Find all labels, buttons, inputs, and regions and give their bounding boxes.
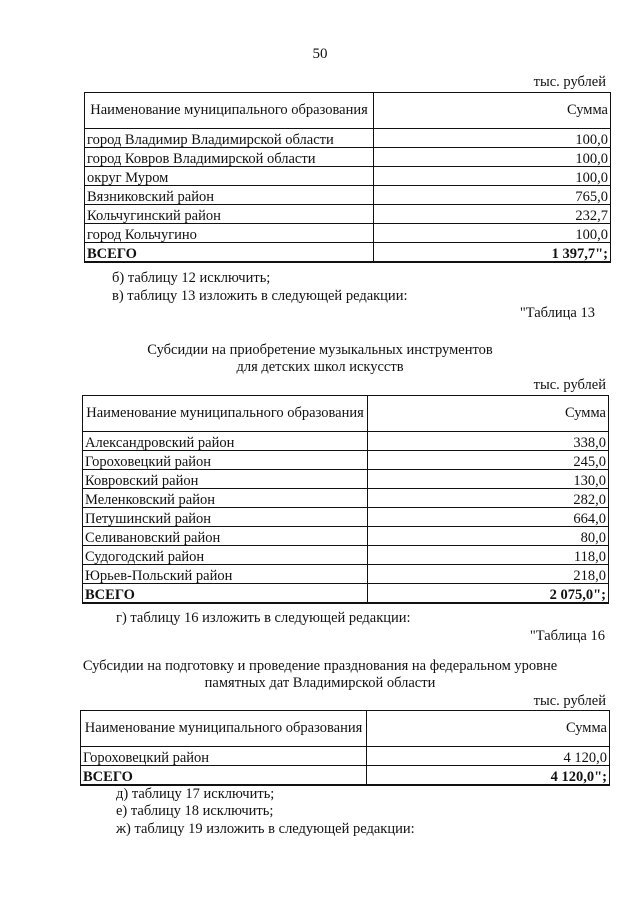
total-sum: 2 075,0"; [368,584,609,604]
table-label: "Таблица 16 [529,628,605,644]
table-label: "Таблица 13 [519,305,595,321]
instruction-text: г) таблицу 16 изложить в следующей редакции: [116,610,411,626]
table-row [83,565,609,584]
subsidy-table-1 [84,92,611,263]
amount: 100,0 [374,224,611,243]
table-row [85,224,611,243]
amount: 118,0 [368,546,609,565]
table-row [83,546,609,565]
municipality-name: округ Муром [85,167,374,186]
unit-label: тыс. рублей [533,74,606,90]
municipality-name: Судогодский район [83,546,368,565]
total-row [81,766,610,786]
table-row [83,470,609,489]
amount: 80,0 [368,527,609,546]
header-sum: Сумма [367,711,610,747]
municipality-name: Александровский район [83,432,368,451]
amount: 282,0 [368,489,609,508]
header-name: Наименование муниципального образования [81,711,367,747]
page-number: 50 [312,46,328,62]
table-row [85,148,611,167]
municipality-name: Селивановский район [83,527,368,546]
amount: 100,0 [374,167,611,186]
table-title: Субсидии на подготовку и проведение празднования на федеральном уровне [82,658,558,674]
instruction-text: б) таблицу 12 исключить; [112,270,271,286]
subsidy-table-13 [82,395,609,604]
total-row [85,243,611,263]
table-row [85,205,611,224]
amount: 232,7 [374,205,611,224]
instruction-text: е) таблицу 18 исключить; [116,803,274,819]
table-row [83,527,609,546]
total-sum: 1 397,7"; [374,243,611,263]
table-row [85,186,611,205]
table-title: памятных дат Владимирской области [204,675,436,691]
instruction-text: в) таблицу 13 изложить в следующей редакции: [112,288,408,304]
instruction-text: д) таблицу 17 исключить; [116,786,275,802]
amount: 100,0 [374,129,611,148]
header-name: Наименование муниципального образования [85,93,374,129]
table-row [83,508,609,527]
header-sum: Сумма [374,93,611,129]
municipality-name: Гороховецкий район [81,747,367,766]
amount: 218,0 [368,565,609,584]
table-row [85,167,611,186]
total-row [83,584,609,604]
table-row [81,747,610,766]
amount: 130,0 [368,470,609,489]
table-row [83,451,609,470]
municipality-name: Кольчугинский район [85,205,374,224]
unit-label: тыс. рублей [533,377,606,393]
table-row [83,489,609,508]
municipality-name: Петушинский район [83,508,368,527]
amount: 4 120,0 [367,747,610,766]
municipality-name: Гороховецкий район [83,451,368,470]
municipality-name: Вязниковский район [85,186,374,205]
header-sum: Сумма [368,396,609,432]
amount: 664,0 [368,508,609,527]
municipality-name: Юрьев-Польский район [83,565,368,584]
total-label: ВСЕГО [85,243,374,263]
municipality-name: город Кольчугино [85,224,374,243]
amount: 765,0 [374,186,611,205]
municipality-name: город Владимир Владимирской области [85,129,374,148]
table-title: для детских школ искусств [236,359,404,375]
unit-label: тыс. рублей [533,693,606,709]
amount: 100,0 [374,148,611,167]
subsidy-table-16 [80,710,610,786]
amount: 245,0 [368,451,609,470]
municipality-name: Меленковский район [83,489,368,508]
table-title: Субсидии на приобретение музыкальных инструментов [147,342,493,358]
total-label: ВСЕГО [81,766,367,786]
municipality-name: Ковровский район [83,470,368,489]
table-row [85,129,611,148]
total-label: ВСЕГО [83,584,368,604]
amount: 338,0 [368,432,609,451]
instruction-text: ж) таблицу 19 изложить в следующей редакции: [116,821,415,837]
header-name: Наименование муниципального образования [83,396,368,432]
total-sum: 4 120,0"; [367,766,610,786]
table-row [83,432,609,451]
municipality-name: город Ковров Владимирской области [85,148,374,167]
